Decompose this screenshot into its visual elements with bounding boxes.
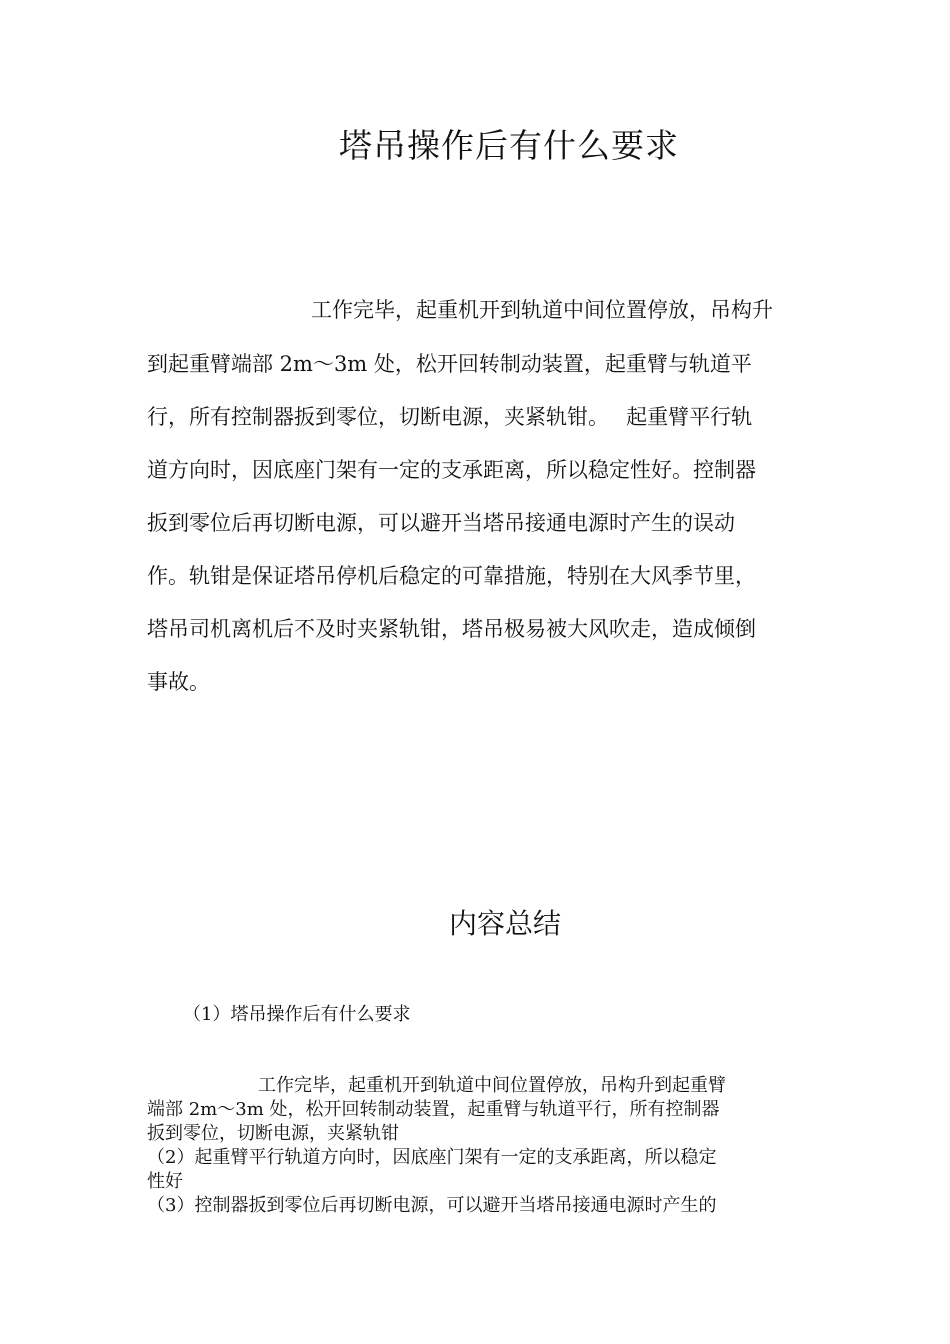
- summary-title: 内容总结: [448, 907, 561, 940]
- summary-line: 端部 2m～3m 处，松开回转制动装置，起重臂与轨道平行，所有控制器: [147, 1099, 720, 1120]
- summary-line: （3）控制器扳到零位后再切断电源，可以避开当塔吊接通电源时产生的: [147, 1195, 717, 1216]
- paragraph-line: 道方向时，因底座门架有一定的支承距离，所以稳定性好。控制器: [147, 458, 756, 482]
- paragraph-line: 到起重臂端部 2m～3m 处，松开回转制动装置，起重臂与轨道平: [147, 352, 752, 376]
- paragraph-line: 塔吊司机离机后不及时夹紧轨钳，塔吊极易被大风吹走，造成倾倒: [147, 617, 756, 641]
- paragraph-line: 工作完毕，起重机开到轨道中间位置停放，吊构升: [311, 298, 773, 322]
- summary-line: 工作完毕，起重机开到轨道中间位置停放，吊构升到起重臂: [258, 1075, 726, 1096]
- paragraph-line: 事故。: [147, 670, 210, 694]
- summary-line: 性好: [147, 1171, 183, 1192]
- summary-line: 扳到零位，切断电源，夹紧轨钳: [147, 1123, 399, 1144]
- summary-line: （1）塔吊操作后有什么要求: [183, 1004, 411, 1025]
- document-title: 塔吊操作后有什么要求: [339, 126, 679, 165]
- summary-line: （2）起重臂平行轨道方向时，因底座门架有一定的支承距离，所以稳定: [147, 1147, 717, 1168]
- paragraph-line: 扳到零位后再切断电源，可以避开当塔吊接通电源时产生的误动: [147, 511, 735, 535]
- paragraph-line: 作。轨钳是保证塔吊停机后稳定的可靠措施，特别在大风季节里，: [147, 564, 756, 588]
- paragraph-line: 行，所有控制器扳到零位，切断电源，夹紧轨钳。 起重臂平行轨: [147, 405, 753, 429]
